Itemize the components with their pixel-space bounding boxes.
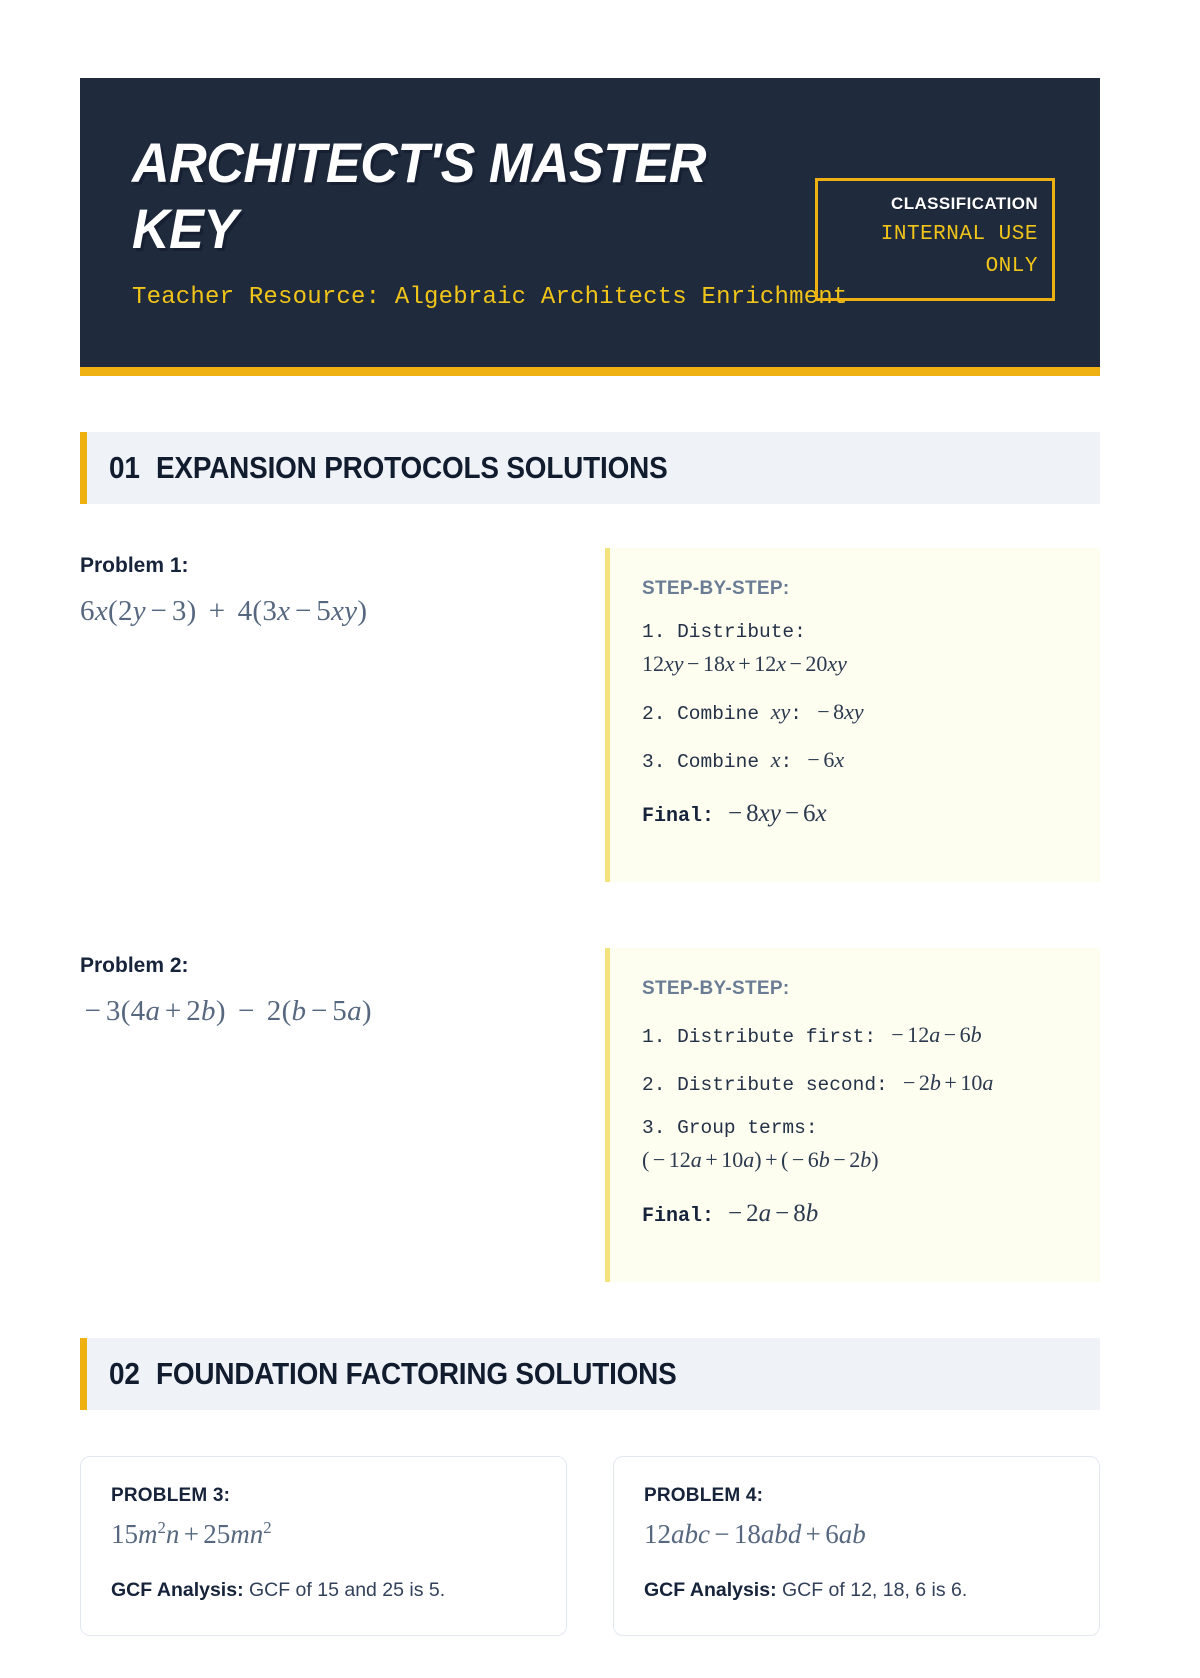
- problem-label: Problem 1:: [80, 553, 189, 577]
- problem-card-4: [613, 1456, 1100, 1636]
- step-line: [642, 1066, 1070, 1100]
- step-line: [642, 695, 1070, 729]
- step-math: x: [770, 747, 781, 773]
- steps-panel-2: [605, 948, 1100, 1282]
- section-header-02: [80, 1338, 1100, 1410]
- card-label: PROBLEM 4:: [644, 1484, 764, 1506]
- classification-label: CLASSIFICATION: [891, 194, 1038, 213]
- classification-badge: [815, 178, 1055, 301]
- step-math-result: − 8xy: [817, 699, 864, 725]
- problem-card-3: [80, 1456, 567, 1636]
- step-text-tail: :: [790, 703, 814, 726]
- step-text: 3. Combine: [642, 751, 771, 774]
- step-line: [642, 1018, 1070, 1052]
- final-answer: [642, 800, 1070, 828]
- problem-row-2: [80, 948, 1100, 1282]
- page-subtitle: Teacher Resource: Algebraic Architects Enrichment: [132, 284, 848, 312]
- final-value: − 8xy − 6x: [728, 799, 827, 827]
- card-note-text: GCF of 15 and 25 is 5.: [243, 1578, 446, 1601]
- step-math: 12xy − 18x + 12x − 20xy: [642, 650, 847, 676]
- step-line: [642, 1114, 1070, 1178]
- section-title: FOUNDATION FACTORING SOLUTIONS: [156, 1355, 677, 1391]
- section-header-01: [80, 432, 1100, 504]
- step-text: 1. Distribute:: [642, 620, 806, 643]
- step-line: [642, 743, 1070, 777]
- steps-panel-1: [605, 548, 1100, 882]
- step-text: 2. Distribute second:: [642, 1073, 900, 1096]
- card-note-text: GCF of 12, 18, 6 is 6.: [776, 1578, 968, 1601]
- steps-caption: STEP-BY-STEP:: [642, 977, 790, 999]
- card-label: PROBLEM 3:: [111, 1484, 231, 1506]
- card-note: [644, 1576, 1069, 1605]
- steps-caption: STEP-BY-STEP:: [642, 577, 790, 599]
- problem-expression: 6x(2y − 3) + 4(3x − 5xy): [80, 594, 368, 627]
- section-number: 02: [109, 1355, 140, 1391]
- problem-expression: − 3(4a + 2b) − 2(b − 5a): [84, 994, 372, 1027]
- card-note-label: GCF Analysis:: [111, 1578, 244, 1601]
- card-expression: $15m^2n + 25mn^2$: [111, 1517, 272, 1549]
- step-line: [642, 618, 1070, 682]
- problem-label: Problem 2:: [80, 953, 189, 977]
- final-label: Final:: [642, 804, 715, 828]
- step-math: ( − 12a + 10a) + ( − 6b − 2b): [642, 1147, 879, 1173]
- problem-statement-2: [80, 948, 565, 1031]
- step-math: − 2b + 10a: [902, 1069, 994, 1095]
- final-label: Final:: [642, 1204, 715, 1228]
- card-note: [111, 1576, 536, 1605]
- step-text: 2. Combine: [642, 703, 771, 726]
- problem-statement-1: [80, 548, 565, 631]
- final-answer: [642, 1200, 1070, 1228]
- section-title: EXPANSION PROTOCOLS SOLUTIONS: [156, 449, 668, 485]
- header-banner: [80, 78, 1100, 376]
- document-page: [0, 78, 1200, 1636]
- card-expression: 12abc − 18abd + 6ab: [644, 1518, 866, 1549]
- factoring-cards-row: [80, 1456, 1100, 1636]
- page-title: ARCHITECT'S MASTER KEY: [132, 131, 706, 261]
- classification-value: INTERNAL USE ONLY: [880, 222, 1038, 279]
- step-text: 1. Distribute first:: [642, 1025, 888, 1048]
- step-text: 3. Group terms:: [642, 1117, 818, 1140]
- step-math: − 12a − 6b: [891, 1021, 982, 1047]
- card-note-label: GCF Analysis:: [644, 1578, 777, 1601]
- section-number: 01: [109, 449, 140, 485]
- step-math: xy: [770, 699, 791, 725]
- step-text-tail: :: [780, 751, 804, 774]
- final-value: − 2a − 8b: [728, 1199, 819, 1227]
- problem-row-1: [80, 548, 1100, 882]
- step-math-result: − 6x: [807, 747, 845, 773]
